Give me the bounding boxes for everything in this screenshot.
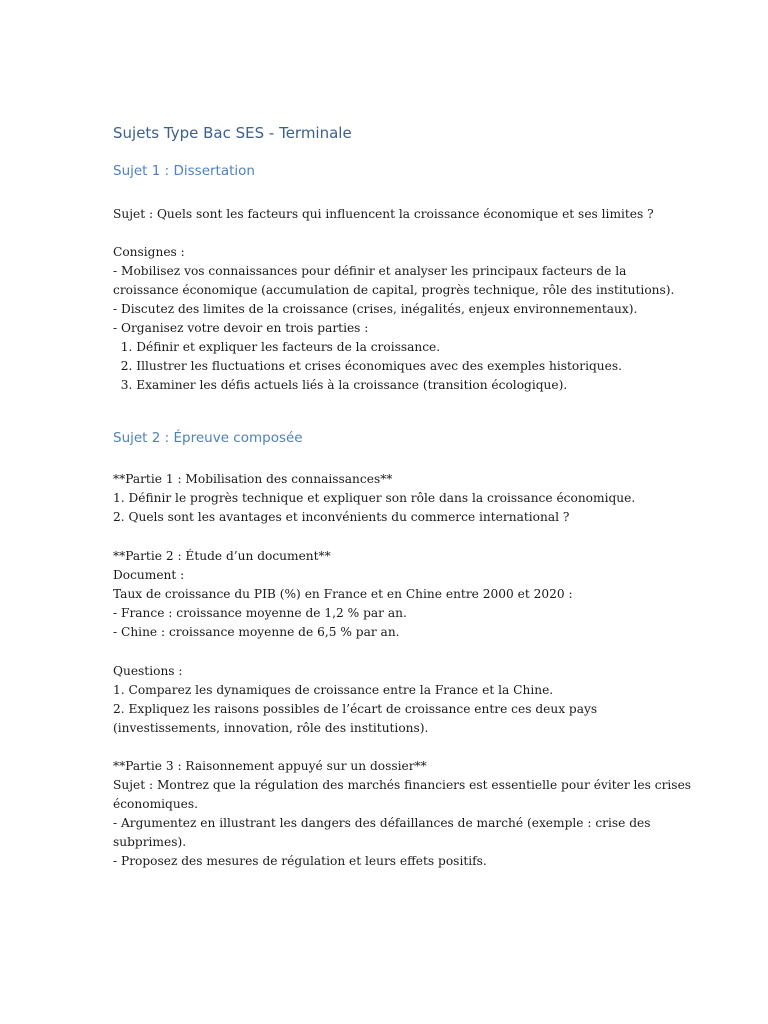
text-line: subprimes).	[113, 835, 187, 849]
text-line: (investissements, innovation, rôle des institutions).	[113, 721, 429, 735]
text-line: - Chine : croissance moyenne de 6,5 % par an.	[113, 625, 400, 639]
text-line: Consignes :	[113, 245, 185, 259]
text-line: 2. Quels sont les avantages et inconvénients du commerce international ?	[113, 510, 570, 524]
text-line: 1. Comparez les dynamiques de croissance entre la France et la Chine.	[113, 683, 554, 697]
text-line: Sujet : Quels sont les facteurs qui influencent la croissance économique et ses limites ?	[113, 207, 654, 221]
text-line: - Argumentez en illustrant les dangers des défaillances de marché (exemple : crise des	[113, 816, 651, 830]
paragraph-sujet-1-question	[113, 205, 673, 224]
text-line: Questions :	[113, 664, 183, 678]
text-line: 3. Examiner les défis actuels liés à la croissance (transition écologique).	[113, 378, 568, 392]
text-line: **Partie 1 : Mobilisation des connaissances**	[113, 472, 393, 486]
section-heading-sujet-1: Sujet 1 : Dissertation	[113, 163, 255, 179]
text-line: - France : croissance moyenne de 1,2 % par an.	[113, 606, 407, 620]
text-line: 1. Définir et expliquer les facteurs de la croissance.	[113, 340, 441, 354]
paragraph-partie-2	[113, 547, 673, 642]
text-line: 2. Illustrer les fluctuations et crises économiques avec des exemples historiques.	[113, 359, 622, 373]
section-heading-sujet-2: Sujet 2 : Épreuve composée	[113, 430, 303, 446]
paragraph-questions	[113, 662, 673, 738]
text-line: Sujet : Montrez que la régulation des marchés financiers est essentielle pour éviter les crises	[113, 778, 692, 792]
text-line: croissance économique (accumulation de capital, progrès technique, rôle des institutions).	[113, 283, 675, 297]
text-line: **Partie 2 : Étude d’un document**	[113, 549, 331, 563]
text-line: Document :	[113, 568, 185, 582]
text-line: - Discutez des limites de la croissance (crises, inégalités, enjeux environnementaux).	[113, 302, 638, 316]
text-line: économiques.	[113, 797, 199, 811]
text-line: **Partie 3 : Raisonnement appuyé sur un dossier**	[113, 759, 427, 773]
text-line: - Organisez votre devoir en trois parties :	[113, 321, 369, 335]
text-line: - Proposez des mesures de régulation et leurs effets positifs.	[113, 854, 487, 868]
paragraph-partie-3	[113, 757, 692, 871]
paragraph-sujet-1-consignes	[113, 243, 673, 395]
text-line: Taux de croissance du PIB (%) en France et en Chine entre 2000 et 2020 :	[113, 587, 573, 601]
text-line: - Mobilisez vos connaissances pour définir et analyser les principaux facteurs de la	[113, 264, 627, 278]
paragraph-partie-1	[113, 470, 673, 527]
text-line: 1. Définir le progrès technique et expliquer son rôle dans la croissance économique.	[113, 491, 636, 505]
text-line: 2. Expliquez les raisons possibles de l’écart de croissance entre ces deux pays	[113, 702, 598, 716]
document-title: Sujets Type Bac SES - Terminale	[113, 124, 352, 142]
